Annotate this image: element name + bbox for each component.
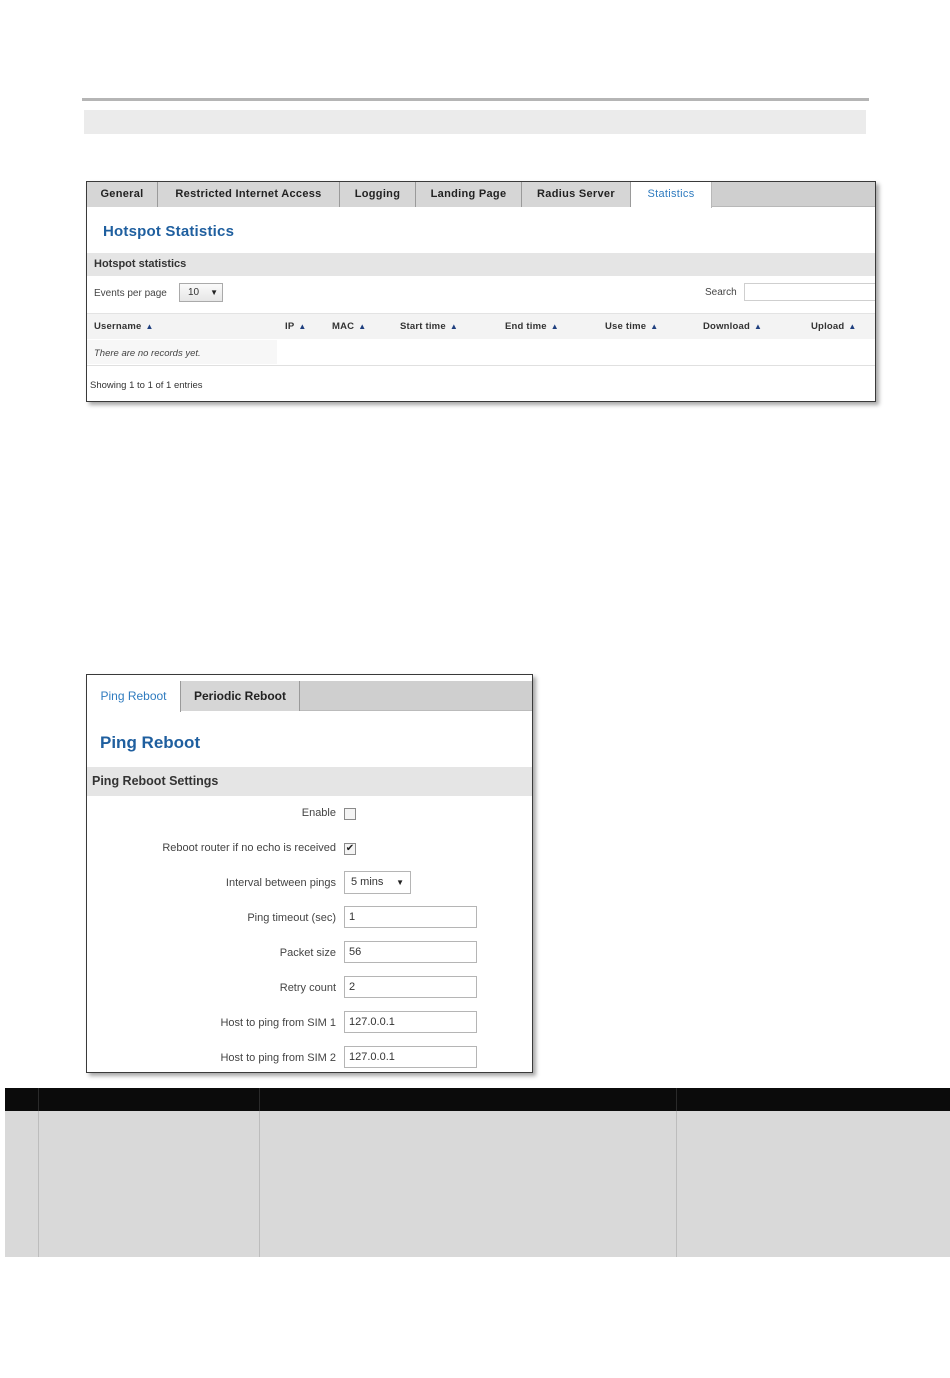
check-icon: ✔ xyxy=(345,843,355,854)
column-header-mac[interactable]: MAC ▲ xyxy=(332,321,367,332)
table-column-divider xyxy=(259,1111,260,1257)
table-column-divider xyxy=(676,1111,677,1257)
document-table-body xyxy=(5,1111,950,1257)
column-header-start-time[interactable]: Start time ▲ xyxy=(400,321,458,332)
table-column-divider xyxy=(676,1088,677,1111)
search-input[interactable] xyxy=(744,283,876,301)
reboot-if-no-echo-checkbox[interactable] xyxy=(344,843,356,855)
host-sim2-input[interactable]: 127.0.0.1 xyxy=(344,1046,477,1068)
column-header-end-time[interactable]: End time ▲ xyxy=(505,321,559,332)
host-sim1-input[interactable]: 127.0.0.1 xyxy=(344,1011,477,1033)
tab-periodic-reboot[interactable]: Periodic Reboot xyxy=(181,681,300,711)
table-column-divider xyxy=(38,1111,39,1257)
tab-landing-page[interactable]: Landing Page xyxy=(416,182,522,207)
page-header-rule xyxy=(82,98,869,101)
tab-logging[interactable]: Logging xyxy=(340,182,416,207)
table-column-divider xyxy=(259,1088,260,1111)
table-column-divider xyxy=(38,1088,39,1111)
events-per-page-select[interactable] xyxy=(179,283,223,302)
column-header-use-time[interactable]: Use time ▲ xyxy=(605,321,659,332)
section-header: Hotspot statistics xyxy=(87,253,875,276)
tab-statistics[interactable]: Statistics xyxy=(631,182,712,208)
table-info-text: Showing 1 to 1 of 1 entries xyxy=(90,380,203,391)
retry-count-input[interactable]: 2 xyxy=(344,976,477,998)
sort-up-icon: ▲ xyxy=(754,322,763,331)
retry-count-label: Retry count xyxy=(279,982,336,994)
hotspot-tab-bar xyxy=(87,182,875,207)
enable-label: Enable xyxy=(301,807,336,819)
interval-value: 5 mins xyxy=(351,876,384,888)
empty-table-message: There are no records yet. xyxy=(94,348,201,359)
document-table-header xyxy=(5,1088,950,1111)
timeout-input[interactable]: 1 xyxy=(344,906,477,928)
ping-reboot-tab-bar xyxy=(87,681,532,711)
section-header: Ping Reboot Settings xyxy=(87,767,532,796)
interval-select[interactable] xyxy=(344,871,411,894)
sort-up-icon: ▲ xyxy=(650,322,659,331)
sort-up-icon: ▲ xyxy=(848,322,857,331)
tab-general[interactable]: General xyxy=(87,182,158,207)
packet-size-label: Packet size xyxy=(279,947,336,959)
sort-up-icon: ▲ xyxy=(449,322,458,331)
enable-checkbox[interactable] xyxy=(344,808,356,820)
tab-ping-reboot[interactable]: Ping Reboot xyxy=(87,681,181,712)
table-divider xyxy=(87,365,875,366)
events-per-page-value: 10 xyxy=(188,287,200,298)
interval-label: Interval between pings xyxy=(225,877,336,889)
ping-reboot-panel xyxy=(86,674,533,1073)
column-header-username[interactable]: Username ▲ xyxy=(94,321,154,332)
host-sim2-label: Host to ping from SIM 2 xyxy=(220,1052,336,1064)
timeout-label: Ping timeout (sec) xyxy=(247,912,336,924)
hotspot-statistics-panel xyxy=(86,181,876,402)
column-header-ip[interactable]: IP ▲ xyxy=(285,321,307,332)
search-label: Search xyxy=(705,287,737,298)
caret-down-icon: ▼ xyxy=(210,288,218,297)
caret-down-icon: ▼ xyxy=(396,878,404,887)
page-title: Ping Reboot xyxy=(100,733,201,752)
sort-up-icon: ▲ xyxy=(550,322,559,331)
column-header-upload[interactable]: Upload ▲ xyxy=(811,321,857,332)
host-sim1-label: Host to ping from SIM 1 xyxy=(220,1017,336,1029)
tab-restricted-internet-access[interactable]: Restricted Internet Access xyxy=(158,182,340,207)
sort-up-icon: ▲ xyxy=(145,322,154,331)
column-header-download[interactable]: Download ▲ xyxy=(703,321,763,332)
sort-up-icon: ▲ xyxy=(358,322,367,331)
sort-up-icon: ▲ xyxy=(298,322,307,331)
reboot-if-no-echo-label: Reboot router if no echo is received xyxy=(162,842,336,854)
events-per-page-label: Events per page xyxy=(94,288,167,299)
page-header-band xyxy=(84,110,866,134)
page-title: Hotspot Statistics xyxy=(103,223,235,240)
packet-size-input[interactable]: 56 xyxy=(344,941,477,963)
table-header xyxy=(87,313,875,339)
tab-radius-server[interactable]: Radius Server xyxy=(522,182,631,207)
